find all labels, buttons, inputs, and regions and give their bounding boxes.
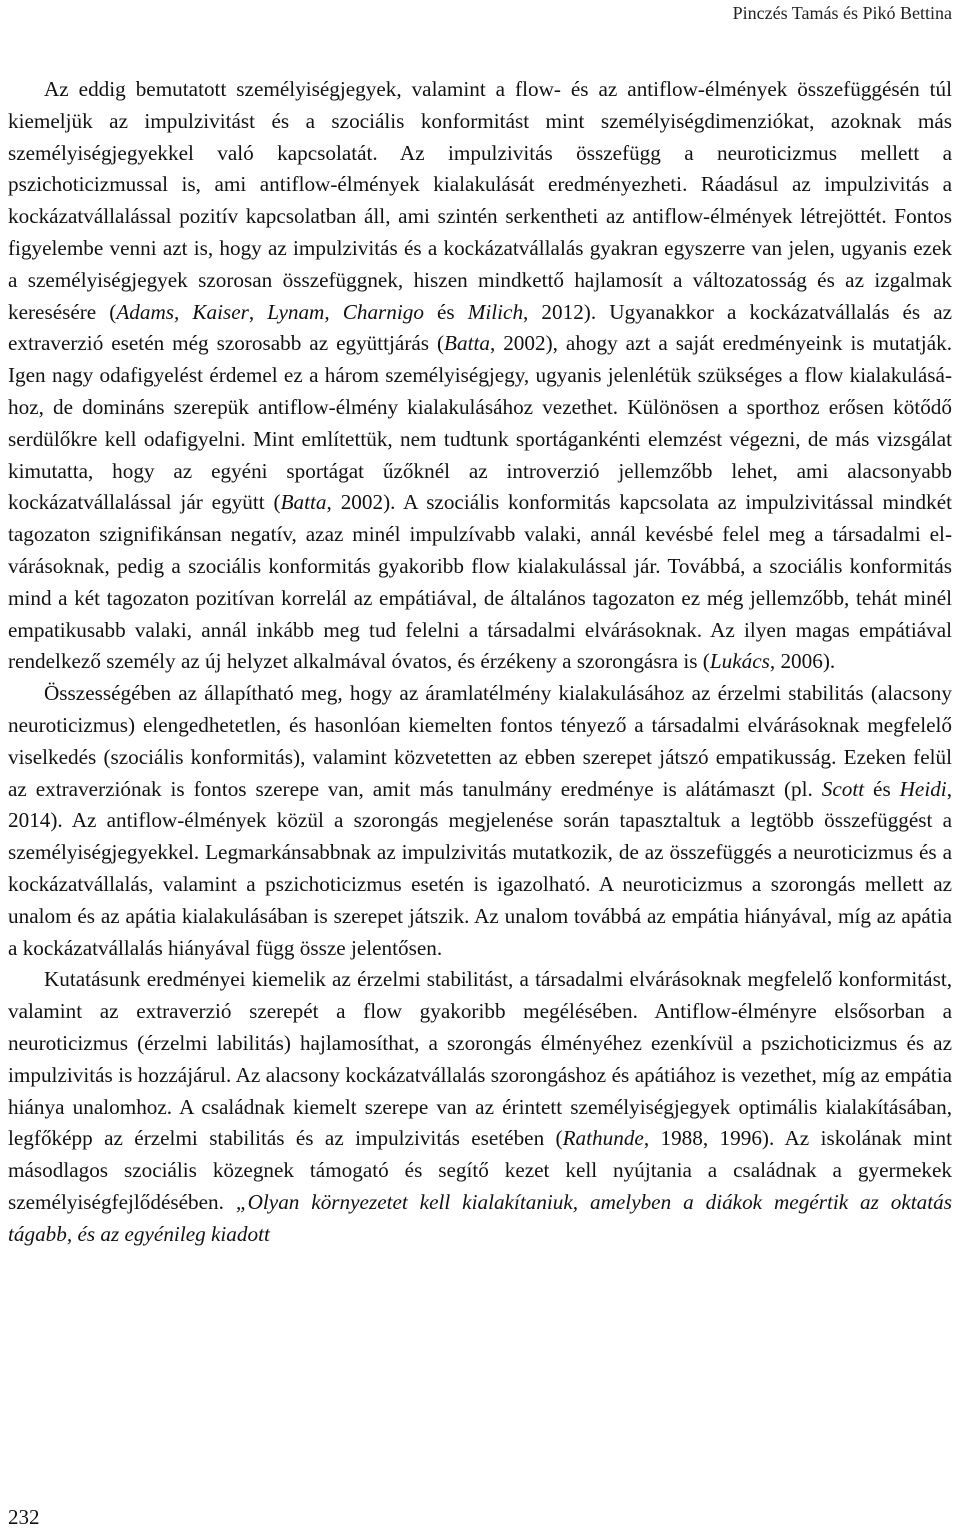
text-run: Kutatásunk eredményei kiemelik az érzelmi stabilitást, a társadalmi elvárásoknak megfelelő konformitást, valamint az extraverzió szerepét a flow gyakoribb megélésében. Antiflow-élményre elsősorban a neuroticizmus (érzelmi labilitás) hajlamosíthat, a szorongás élményéhez ezenkívül a pszichoticizmus és az impulzivitás is hozzájárul. Az alacsony kockázatvállalás szorongáshoz és apátiához is vezethet, míg az empátia hiánya unalomhoz. A családnak kiemelt szerepe van az érintett személyiségjegyek optimális kialakításában, legfőképp az érzelmi stabilitás és az impulzivitás esetében ( bbox=[8, 967, 952, 1151]
text-run: Az eddig bemutatott személyiségjegyek, valamint a flow- és az antiflow-élmények összefüggésén túl kiemeljük az impulzivitást és a szociális konformitást mint személyiségdimenziókat, azoknak más személyiségjegyekkel való kapcsolatát. Az impulzivitás összefügg a neuroticizmus mellett a pszichoticizmussal is, ami antiflow-élmények kialakulását eredményezheti. Ráadásul az impulzivitás a kockázatvállalással pozitív kapcsolatban áll, ami szintén serkentheti az antiflow-élmények létrejöttét. Fontos figyelembe venni azt is, hogy az impulzivitás és a kockázatvállalás gyakran egyszerre van jelen, ugyanis ezek a személyiségjegyek szorosan összefüggnek, hiszen mindkettő hajlamosít a változatosság és az izgalmak keresésére ( bbox=[8, 77, 952, 324]
paragraph-3 bbox=[8, 964, 952, 1250]
italic-citation: Adams bbox=[116, 299, 175, 324]
italic-citation: Heidi bbox=[899, 776, 947, 801]
italic-citation: Milich bbox=[467, 299, 524, 324]
italic-citation: Scott bbox=[821, 776, 865, 801]
text-run: , bbox=[324, 299, 343, 324]
text-run: és bbox=[864, 776, 900, 801]
text-run: , 2006). bbox=[769, 649, 836, 674]
text-run: , 1988, 1996). Az iskolának mint másodlagos szociális közegnek támogató és segítő kezet kell nyújtania a családnak a gyermekek személyiségfejlődésében. bbox=[8, 1126, 952, 1214]
italic-citation: „Olyan környezetet kell kialakítaniuk, amelyben a diákok megértik az oktatás tágabb, és az egyénileg kiadott bbox=[8, 1189, 952, 1246]
italic-citation: Batta bbox=[444, 331, 490, 356]
page-number: 232 bbox=[8, 1505, 40, 1529]
italic-citation: Kaiser bbox=[192, 299, 249, 324]
text-run: , bbox=[174, 299, 193, 324]
paragraph-1 bbox=[8, 74, 952, 678]
italic-citation: Lukács bbox=[709, 649, 770, 674]
italic-citation: Lynam bbox=[267, 299, 325, 324]
italic-citation: Batta bbox=[280, 490, 327, 515]
italic-citation: Rathunde bbox=[562, 1126, 644, 1151]
text-run: , bbox=[248, 299, 268, 324]
italic-citation: Charnigo bbox=[342, 299, 424, 324]
paragraph-2 bbox=[8, 678, 952, 964]
body-text bbox=[8, 74, 952, 1250]
text-run: , 2002). A szociális konformitás kapcsolata az impulzivitással mindkét tagozaton szignifikánsan negatív, azaz minél impulzívabb valaki, annál kevésbé felel meg a társadalmi elvárásoknak, pedig a szociális konformitás gyakoribb flow kialakulással jár. Továbbá, a szociális konformitás mind a két tagozaton pozitívan korrelál az empátiával, de általános tagozaton ez még jellemzőbb, tehát minél empatikusabb valaki, annál inkább meg tud felelni a társadalmi elvárásoknak. Az ilyen magas empátiával rendelkező személy az új helyzet alkalmával óvatos, és érzékeny a szorongásra is ( bbox=[8, 490, 952, 674]
text-run: Összességében az állapítható meg, hogy az áramlatélmény kialakulásához az érzelmi stabilitás (alacsony neuroticizmus) elengedhetetlen, és hasonlóan kiemelten fontos tényező a társadalmi elvárásoknak megfelelő viselkedés (szociális konformitás), valamint közvetetten az ebben szerepet játszó empatikusság. Ezeken felül az extraverziónak is fontos szerepe van, amit más tanulmány eredménye is alátámaszt (pl. bbox=[8, 681, 952, 801]
text-run: , 2002), ahogy azt a saját eredményeink is mutatják. Igen nagy odafigyelést érdemel ez a három személyiségjegy, ugyanis jelenlétük szükséges a flow kialakulásához, de domináns szerepük antiflow-élmény kialakulásához vezethet. Különösen a sporthoz erősen kötődő serdülőkre kell odafigyelni. Mint említettük, nem tudtunk sportágankénti elemzést végezni, de más vizsgálat kimutatta, hogy az egyéni sportágat űzőknél az introverzió jellemzőbb lehet, ami alacsonyabb kockázatvállalással jár együtt ( bbox=[8, 331, 952, 515]
text-run: és bbox=[423, 299, 468, 324]
text-run: , 2014). Az antiflow-élmények közül a szorongás megjelenése során tapasztaltuk a legtöbb összefüggést a személyiségjegyekkel. Legmarkánsabbnak az impulzivitás mutatkozik, de az összefüggés a neuroticizmus és a kockázatvállalás, valamint a pszichoticizmus esetén is igazolható. A neuroticizmus a szorongás mellett az unalom és az apátia kialakulásában is szerepet játszik. Az unalom továbbá az empátia hiányával, míg az apátia a kockázatvállalás hiányával függ össze jelentősen. bbox=[8, 776, 952, 960]
running-head: Pinczés Tamás és Pikó Bettina bbox=[732, 3, 952, 23]
text-run: , 2012). Ugyanakkor a kockázatvállalás és az extraverzió esetén még szorosabb az együttjárás ( bbox=[8, 299, 953, 356]
